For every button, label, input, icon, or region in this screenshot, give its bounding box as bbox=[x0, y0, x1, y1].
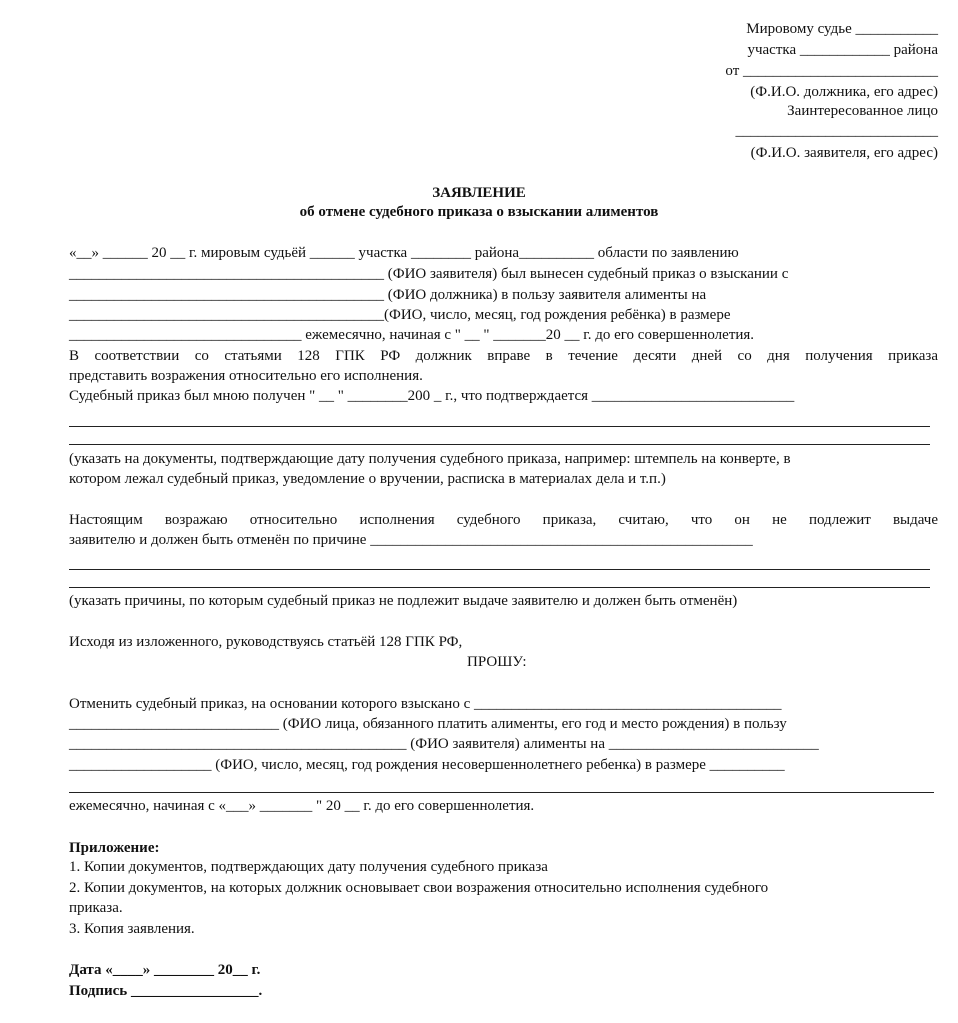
monthly-line: ежемесячно, начиная с «___» _______ " 20 __ г. до его совершеннолетия. bbox=[69, 798, 535, 814]
signature-field: Подпись _________________. bbox=[69, 983, 263, 999]
cancel-line-2: ____________________________ (ФИО лица, обязанного платить алименты, его год и место рождения) в пользу bbox=[69, 716, 787, 732]
header-applicant-line: ___________________________ bbox=[735, 123, 938, 139]
attachments-heading: Приложение: bbox=[69, 840, 160, 856]
p2-line-2: представить возражения относительно его исполнения. bbox=[69, 368, 423, 384]
basis-line: Исходя из изложенного, руководствуясь статьёй 128 ГПК РФ, bbox=[69, 634, 463, 650]
cancel-line-4: ___________________ (ФИО, число, месяц, год рождения несовершеннолетнего ребенка) в размере __________ bbox=[69, 757, 785, 773]
received-line: Судебный приказ был мною получен " __ " ________200 _ г., что подтверждается ___________________________ bbox=[69, 388, 795, 404]
date-field: Дата «____» ________ 20__ г. bbox=[69, 962, 261, 978]
header-interested-party: Заинтересованное лицо bbox=[787, 103, 938, 119]
header-judge: Мировому судье ___________ bbox=[746, 21, 938, 37]
header-district: участка ____________ района bbox=[747, 42, 938, 58]
header-debtor-caption: (Ф.И.О. должника, его адрес) bbox=[750, 84, 938, 100]
attachment-item-2: 2. Копии документов, на которых должник основывает свои возражения относительно исполнения судебного bbox=[69, 880, 769, 896]
attachment-item-3: 3. Копия заявления. bbox=[69, 921, 195, 937]
objection-line-2: заявителю и должен быть отменён по причине ___________________________________________________ bbox=[69, 532, 753, 548]
cancel-line-3: _____________________________________________ (ФИО заявителя) алименты на ____________________________ bbox=[69, 736, 819, 752]
reasons-hint: (указать причины, по которым судебный приказ не подлежит выдаче заявителю и должен быть отменён) bbox=[69, 593, 738, 609]
blank-rule bbox=[69, 444, 930, 445]
p1-line-5: _______________________________ ежемесячно, начиная с " __ " _______20 __ г. до его совершеннолетия. bbox=[69, 327, 755, 343]
attachment-item-1: 1. Копии документов, подтверждающих дату получения судебного приказа bbox=[69, 859, 548, 875]
p1-line-3: __________________________________________ (ФИО должника) в пользу заявителя алименты на bbox=[69, 287, 707, 303]
blank-rule bbox=[69, 426, 930, 427]
docs-hint-line-1: (указать на документы, подтверждающие дату получения судебного приказа, например: штемпель на конверте, в bbox=[69, 451, 791, 467]
p1-line-2: __________________________________________ (ФИО заявителя) был вынесен судебный приказ о взыскании с bbox=[69, 266, 789, 282]
blank-rule bbox=[69, 569, 930, 570]
attachment-item-2-cont: приказа. bbox=[69, 900, 123, 916]
objection-line-1: Настоящим возражаю относительно исполнения судебного приказа, считаю, что он не подлежит выдаче bbox=[69, 512, 938, 528]
cancel-line-1: Отменить судебный приказ, на основании которого взыскано с _________________________________________ bbox=[69, 696, 782, 712]
header-applicant-caption: (Ф.И.О. заявителя, его адрес) bbox=[750, 145, 938, 161]
page-subtitle: об отмене судебного приказа о взыскании алиментов bbox=[299, 204, 659, 220]
header-from: от __________________________ bbox=[725, 63, 938, 79]
blank-rule bbox=[69, 587, 930, 588]
p1-line-4: __________________________________________(ФИО, число, месяц, год рождения ребёнка) в размере bbox=[69, 307, 731, 323]
blank-rule bbox=[69, 792, 934, 793]
p2-line-1: В соответствии со статьями 128 ГПК РФ должник вправе в течение десяти дней со дня получения приказа bbox=[69, 348, 938, 364]
request-heading: ПРОШУ: bbox=[467, 654, 527, 670]
page-title: ЗАЯВЛЕНИЕ bbox=[432, 185, 526, 201]
p1-line-1: «__» ______ 20 __ г. мировым судьёй ______ участка ________ района__________ области по заявлению bbox=[69, 245, 739, 261]
docs-hint-line-2: котором лежал судебный приказ, уведомление о вручении, расписка в материалах дела и т.п.) bbox=[69, 471, 666, 487]
